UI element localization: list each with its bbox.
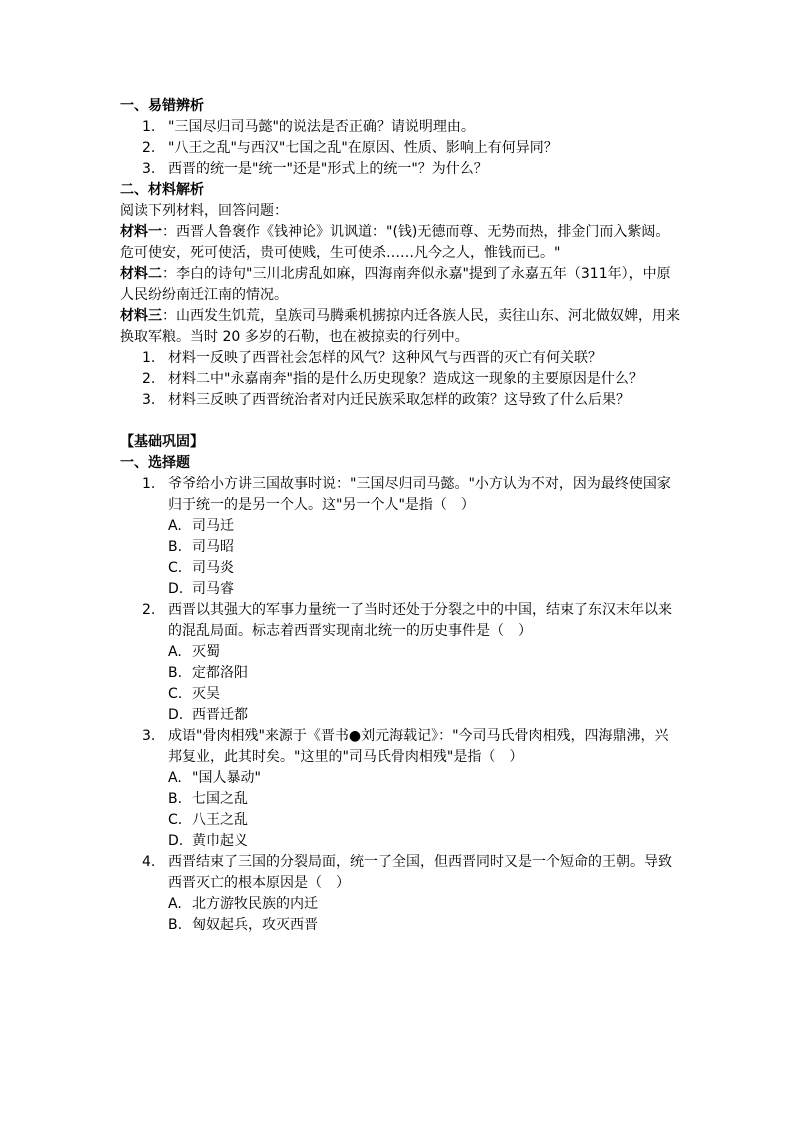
option-item [168, 579, 680, 600]
option-text: 北方游牧民族的内迁 [192, 896, 318, 912]
item-number: 1. [142, 119, 156, 135]
question-text: 爷爷给小方讲三国故事时说："三国尽归司马懿。"小方认为不对，因为最终使国家归于统一的是另一个人。这"另一个人"是指（ ） [168, 476, 671, 513]
option-letter: D. [168, 707, 184, 723]
option-letter: A. [168, 896, 182, 912]
option-item [168, 810, 680, 831]
item-number: 3. [142, 161, 156, 177]
question-text: 西晋以其强大的军事力量统一了当时还处于分裂之中的中国，结束了东汉末年以来的混乱局面。标志着西晋实现南北统一的历史事件是（ ） [168, 602, 672, 639]
material-three [120, 306, 680, 348]
item-text: "八王之乱"与西汉"七国之乱"在原因、性质、影响上有何异同？ [168, 140, 558, 156]
options-list [168, 516, 680, 600]
item-number: 2. [142, 140, 156, 156]
item-number: 2. [142, 371, 156, 387]
list-item [120, 159, 680, 180]
item-text: "三国尽归司马懿"的说法是否正确？请说明理由。 [168, 119, 475, 135]
option-text: 匈奴起兵，攻灭西晋 [192, 917, 318, 933]
question-text: 西晋结束了三国的分裂局面，统一了全国，但西晋同时又是一个短命的王朝。导致西晋灭亡的根本原因是（ ） [168, 854, 672, 891]
question-number: 4. [142, 854, 156, 870]
question-number: 1. [142, 476, 156, 492]
option-letter: C. [168, 560, 183, 576]
option-text: 司马昭 [192, 539, 234, 555]
material-two [120, 264, 680, 306]
material-label: 材料二 [120, 266, 162, 282]
material-text: 西晋人鲁褒作《钱神论》讥讽道："(钱)无德而尊、无势而热，排金门而入紫闼。危可使安，死可使活，贵可使贱，生可使杀……凡今之人，惟钱而已。" [120, 224, 670, 261]
option-item [168, 684, 680, 705]
option-item [168, 537, 680, 558]
section-heading-errors: 一、易错辨析 [120, 98, 204, 114]
question-number: 2. [142, 602, 156, 618]
item-number: 1. [142, 350, 156, 366]
error-analysis-list [120, 117, 680, 180]
material-text: 山西发生饥荒，皇族司马腾乘机掳掠内迁各族人民，卖往山东、河北做奴婢，用来换取军粮。当时 20 多岁的石勒，也在被掠卖的行列中。 [120, 308, 680, 345]
option-letter: A. [168, 644, 182, 660]
material-label: 材料三 [120, 308, 162, 324]
list-item [120, 138, 680, 159]
list-item [120, 348, 680, 369]
option-text: 八王之乱 [192, 812, 248, 828]
item-text: 材料二中"永嘉南奔"指的是什么历史现象？造成这一现象的主要原因是什么？ [168, 371, 643, 387]
option-letter: D. [168, 581, 184, 597]
option-text: 西晋迁都 [192, 707, 248, 723]
document-page [120, 96, 680, 936]
material-questions-list [120, 348, 680, 411]
option-letter: A. [168, 770, 182, 786]
option-item [168, 705, 680, 726]
option-item [168, 831, 680, 852]
material-sep: ： [162, 308, 176, 324]
material-sep: ： [162, 224, 176, 240]
question-number: 3. [142, 728, 156, 744]
options-list [168, 894, 680, 936]
material-one [120, 222, 680, 264]
list-item [120, 117, 680, 138]
material-label: 材料一 [120, 224, 162, 240]
question-item [120, 600, 680, 726]
options-list [168, 768, 680, 852]
option-letter: B. [168, 917, 183, 933]
option-item [168, 915, 680, 936]
section-spacer [120, 411, 680, 432]
option-text: 司马迁 [192, 518, 234, 534]
option-item [168, 558, 680, 579]
option-letter: B. [168, 665, 183, 681]
option-text: 七国之乱 [192, 791, 248, 807]
subsection-heading-choice: 一、选择题 [120, 455, 190, 471]
option-letter: A. [168, 518, 182, 534]
question-item [120, 474, 680, 600]
option-text: 定都洛阳 [192, 665, 248, 681]
option-text: 黄巾起义 [192, 833, 248, 849]
item-text: 西晋的统一是"统一"还是"形式上的统一"？为什么？ [168, 161, 488, 177]
list-item [120, 369, 680, 390]
option-text: 灭吴 [192, 686, 220, 702]
option-text: 司马睿 [192, 581, 234, 597]
option-letter: D. [168, 833, 184, 849]
materials-intro: 阅读下列材料，回答问题： [120, 203, 288, 219]
option-letter: C. [168, 812, 183, 828]
option-text: 灭蜀 [192, 644, 220, 660]
option-item [168, 894, 680, 915]
option-letter: B. [168, 539, 183, 555]
option-text: "国人暴动" [192, 770, 261, 786]
list-item [120, 390, 680, 411]
option-item [168, 768, 680, 789]
section-heading-basics: 【基础巩固】 [120, 434, 204, 450]
section-heading-materials: 二、材料解析 [120, 182, 204, 198]
question-text: 成语"骨肉相残"来源于《晋书●刘元海载记》："今司马氏骨肉相残，四海鼎沸，兴邦复业，此其时矣。"这里的"司马氏骨肉相残"是指（ ） [168, 728, 669, 765]
options-list [168, 642, 680, 726]
option-letter: B. [168, 791, 183, 807]
option-item [168, 789, 680, 810]
item-text: 材料一反映了西晋社会怎样的风气？这种风气与西晋的灭亡有何关联？ [168, 350, 602, 366]
option-item [168, 663, 680, 684]
question-item [120, 852, 680, 936]
option-text: 司马炎 [192, 560, 234, 576]
option-item [168, 516, 680, 537]
choice-questions-list [120, 474, 680, 936]
item-text: 材料三反映了西晋统治者对内迁民族采取怎样的政策？这导致了什么后果？ [168, 392, 630, 408]
material-text: 李白的诗句"三川北虏乱如麻，四海南奔似永嘉"提到了永嘉五年（311年），中原人民纷纷南迁江南的情况。 [120, 266, 671, 303]
option-letter: C. [168, 686, 183, 702]
question-item [120, 726, 680, 852]
option-item [168, 642, 680, 663]
item-number: 3. [142, 392, 156, 408]
material-sep: ： [162, 266, 176, 282]
